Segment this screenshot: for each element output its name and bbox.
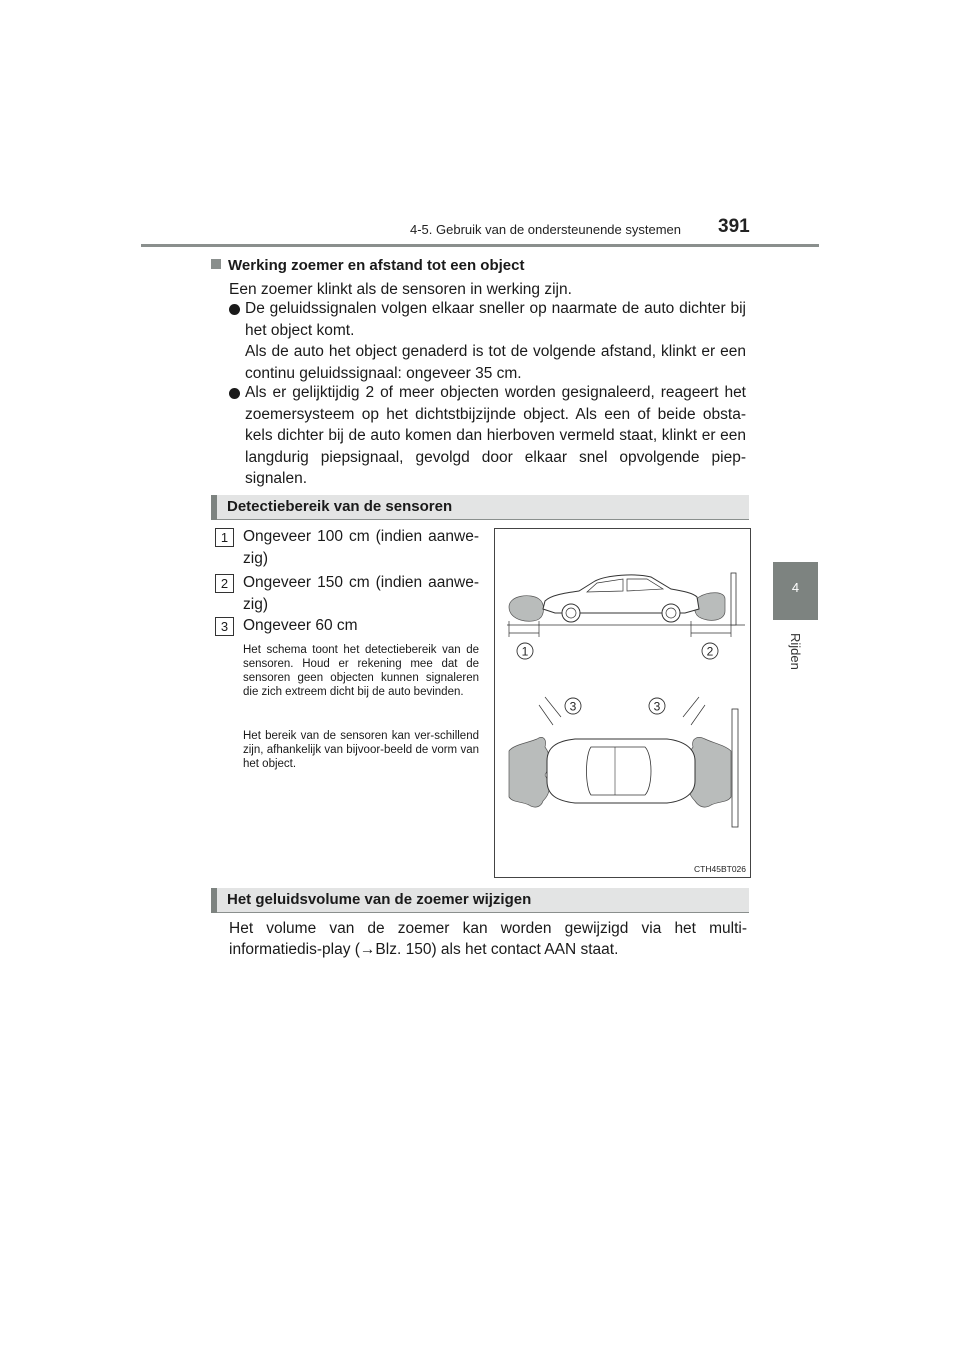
operation-heading: Werking zoemer en afstand tot een object (211, 255, 751, 276)
page-number: 391 (718, 216, 750, 237)
bullet-continued-text: Als de auto het object genaderd is tot de volgende afstand, klinkt er een continu geluidssignaal: ongeveer 35 cm. (245, 343, 746, 382)
side-view (507, 573, 745, 659)
operation-intro: Een zoemer klinkt als de sensoren in werking zijn. (229, 281, 572, 298)
item-number-box: 3 (215, 617, 234, 636)
bullet-dot-icon (229, 304, 240, 315)
header-divider (141, 244, 819, 247)
figure-code: CTH45BT026 (694, 864, 746, 874)
item-number-box: 2 (215, 574, 234, 593)
item-text: Ongeveer 100 cm (indien aanwe-zig) (243, 528, 479, 567)
sensor-range-diagram (495, 529, 750, 877)
numbered-item (215, 572, 480, 615)
detection-heading: Detectiebereik van de sensoren (227, 498, 453, 515)
callout-1-label: 1 (521, 644, 529, 659)
item-text: Ongeveer 60 cm (243, 617, 358, 634)
numbered-item (215, 615, 480, 637)
square-bullet-icon (211, 259, 221, 269)
bullet-text: Als er gelijktijdig 2 of meer objecten worden gesignaleerd, reageert het zoemersysteem op het dichtstbijzijnde object. Als een of beide obsta-kels dichter bij de auto komen dan hierboven vermeld staat, klinkt er een langdurig piepsignaal, gevolgd door elkaar snel opvolgende piep-signalen. (245, 384, 746, 487)
bullet-item (229, 298, 746, 384)
top-view (509, 697, 738, 827)
bullet-item (229, 382, 746, 490)
section-heading-bar (211, 495, 749, 520)
chapter-tab[interactable] (773, 562, 818, 620)
callout-2-label: 2 (706, 644, 714, 659)
running-header: 4-5. Gebruik van de ondersteunende systemen (410, 222, 682, 237)
bullet-dot-icon (229, 388, 240, 399)
bullet-text: De geluidssignalen volgen elkaar sneller op naarmate de auto dichter bij het object komt. Als de auto het object genaderd is tot de volgende afstand, klinkt er een continu geluidssignaal: ongeveer 35 cm. (245, 298, 746, 384)
numbered-item (215, 526, 480, 569)
chapter-tab-number: 4 (791, 580, 800, 595)
volume-heading: Het geluidsvolume van de zoemer wijzigen (227, 891, 532, 908)
detection-note: Het bereik van de sensoren kan ver-schillend zijn, afhankelijk van bijvoor-beeld de vorm van het object. (243, 730, 479, 770)
sensor-range-figure (494, 528, 751, 878)
callout-3-left-label: 3 (569, 699, 577, 714)
volume-text: Het volume van de zoemer kan worden gewijzigd via het multi-informatiedis-play (→Blz. 150) als het contact AAN staat. (229, 920, 747, 958)
detection-note: Het schema toont het detectiebereik van de sensoren. Houd er rekening mee dat de sensoren geen objecten kunnen signaleren die zich extreem dicht bij de auto bevinden. (243, 644, 479, 698)
item-text: Ongeveer 150 cm (indien aanwe-zig) (243, 574, 479, 613)
chapter-tab-label: Rijden (788, 633, 803, 670)
item-number-box: 1 (215, 528, 234, 547)
callout-3-right-label: 3 (653, 699, 661, 714)
section-heading-bar (211, 888, 749, 913)
